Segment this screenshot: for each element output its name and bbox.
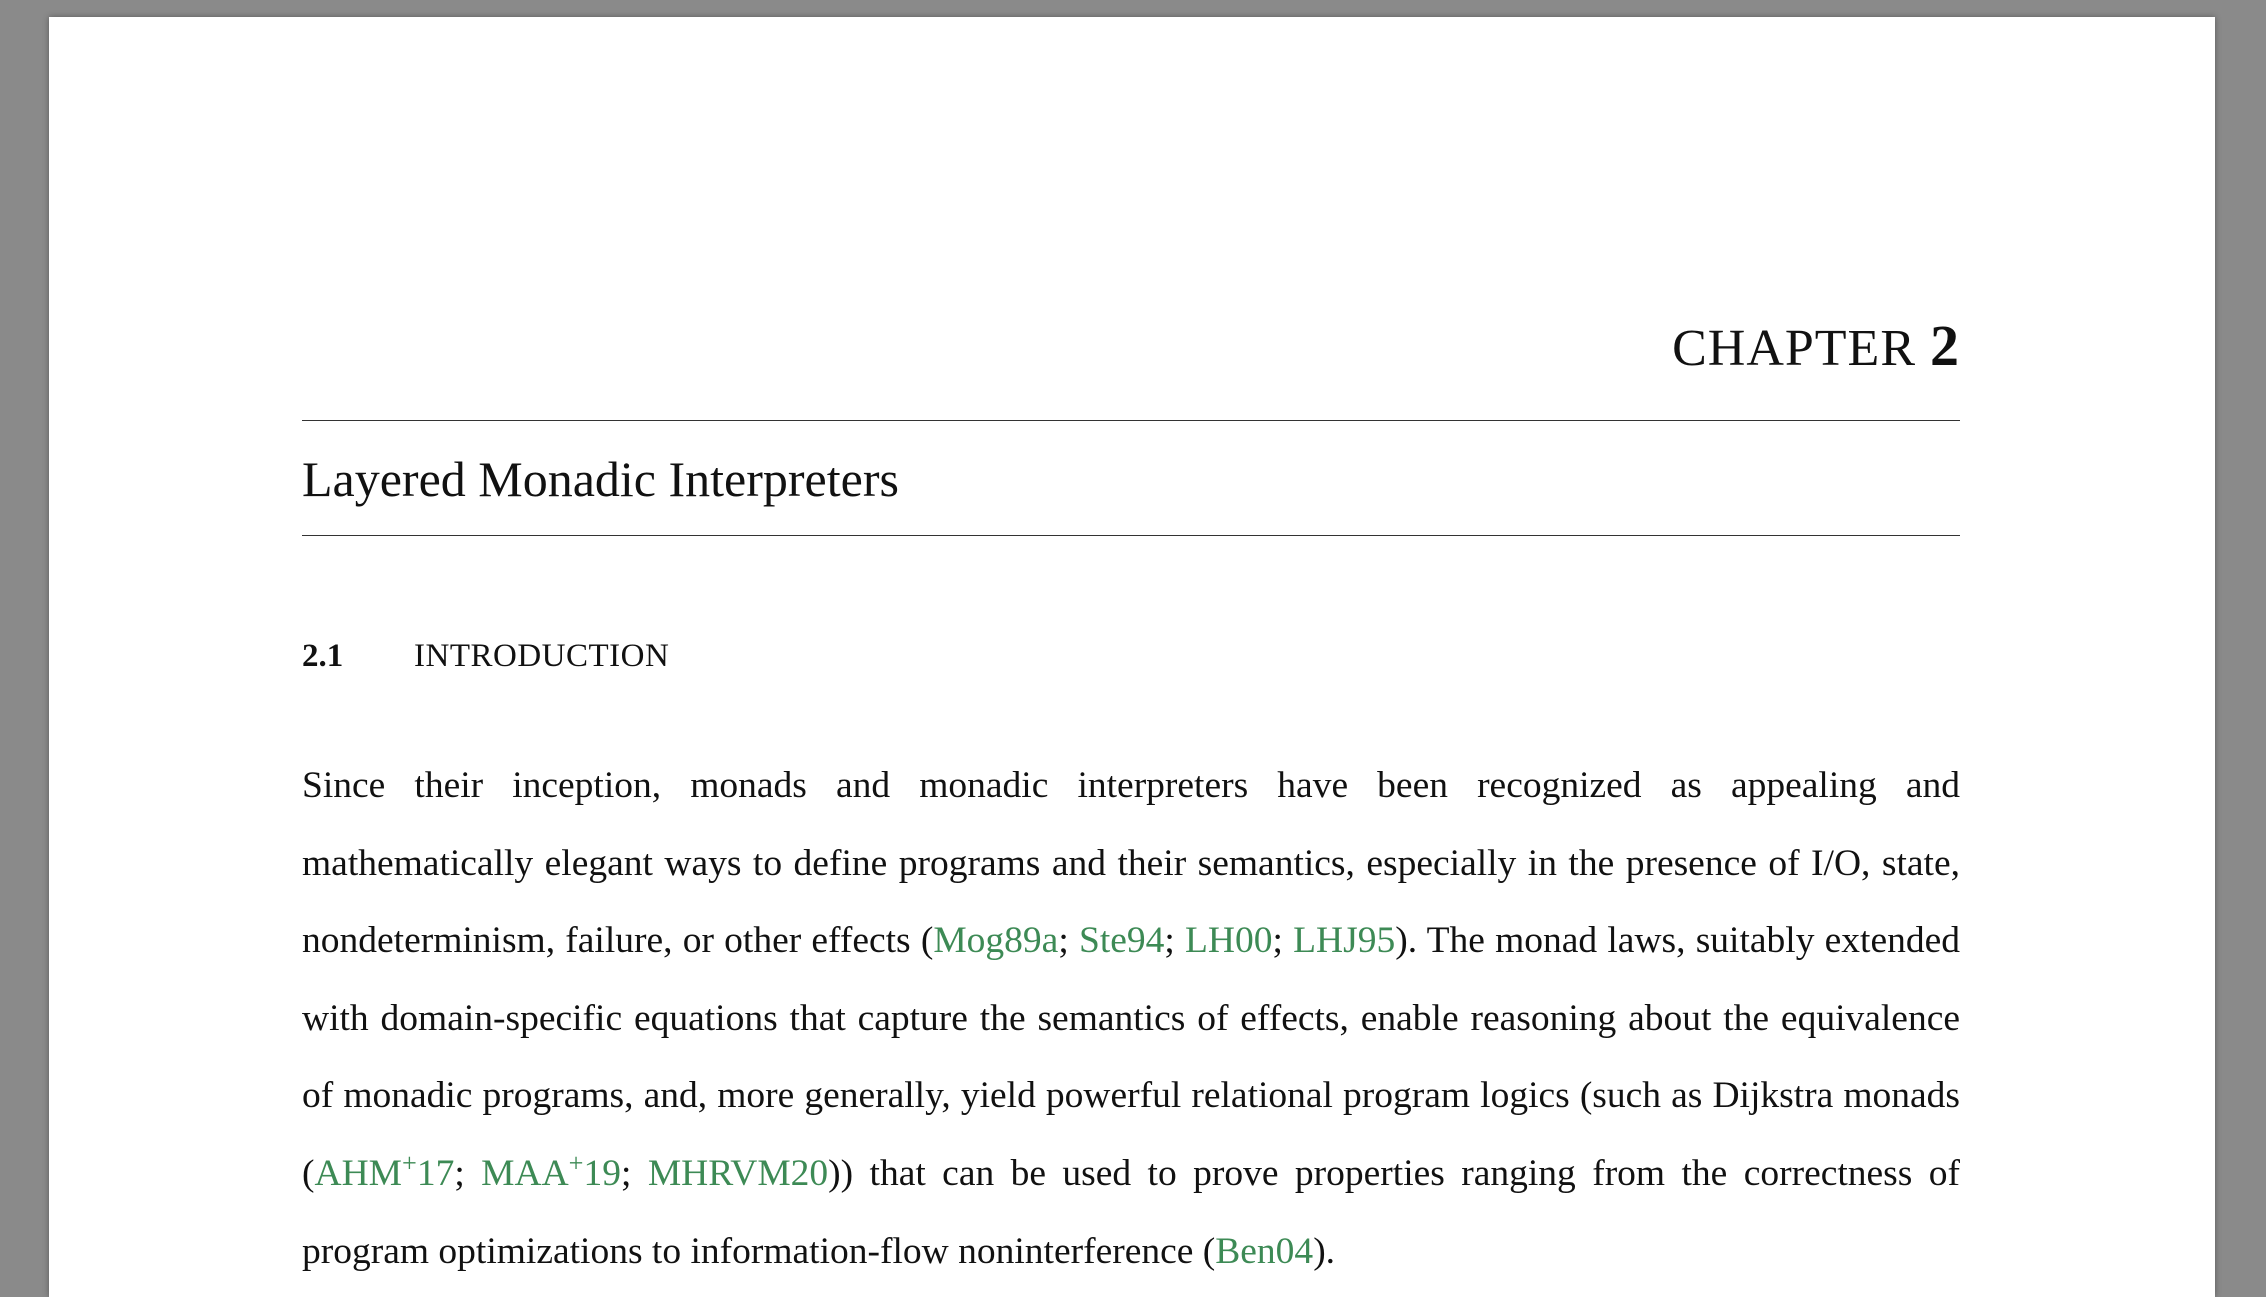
chapter-title: Layered Monadic Interpreters xyxy=(302,451,899,507)
citation-link[interactable] xyxy=(314,1148,455,1194)
citation-year: 17 xyxy=(416,1152,455,1194)
paragraph-text: )) that can be used to prove properties ranging from the correctness of program optimizations to information-flow noninterference ( xyxy=(302,1152,1961,1272)
chapter-rule-top xyxy=(302,420,1960,421)
section-number: 2.1 xyxy=(302,638,344,674)
citation-link[interactable]: Mog89a xyxy=(933,920,1059,962)
chapter-number: 2 xyxy=(1930,313,1960,378)
citation-link[interactable]: MHRVM20 xyxy=(647,1152,829,1194)
document-page xyxy=(49,17,2215,1297)
citation-separator: ; xyxy=(454,1152,482,1194)
citation-link[interactable]: Ste94 xyxy=(1078,920,1165,962)
section-title: INTRODUCTION xyxy=(414,638,670,674)
chapter-word: CHAPTER xyxy=(1672,320,1916,377)
paragraph-text: Since their inception, monads and monadic interpreters have been recognized as appealing and mathematically elegant ways to define programs and their semantics, especially in the presence of I/O, state, nondeterminism, failure, or other effects ( xyxy=(302,765,1960,962)
citation-separator: ; xyxy=(1058,920,1079,962)
citation-separator: ; xyxy=(1272,920,1294,962)
citation-link[interactable]: Ben04 xyxy=(1215,1230,1314,1272)
section-heading xyxy=(302,637,669,677)
citation-separator: ; xyxy=(620,1152,648,1194)
citation-link[interactable]: LH00 xyxy=(1185,920,1273,962)
citation-year: 19 xyxy=(583,1152,621,1194)
citation-link[interactable]: LHJ95 xyxy=(1293,920,1396,962)
citation-etal-mark: + xyxy=(402,1148,417,1178)
paragraph-text: ). xyxy=(1313,1230,1336,1272)
citation-author: MAA xyxy=(481,1152,569,1194)
intro-paragraph xyxy=(302,747,1960,1290)
chapter-rule-bottom xyxy=(302,535,1960,536)
citation-link[interactable] xyxy=(481,1148,621,1194)
citation-author: AHM xyxy=(314,1152,403,1194)
paragraph-text: ). The monad laws, suitably extended with domain-specific equations that capture the semantics of effects, enable reasoning about the equivalence of monadic programs, and, more generally, yield powerful relational program logics (such as Dijkstra monads ( xyxy=(302,920,1960,1194)
citation-separator: ; xyxy=(1164,920,1186,962)
chapter-label xyxy=(1672,313,1960,378)
citation-etal-mark: + xyxy=(568,1148,584,1178)
